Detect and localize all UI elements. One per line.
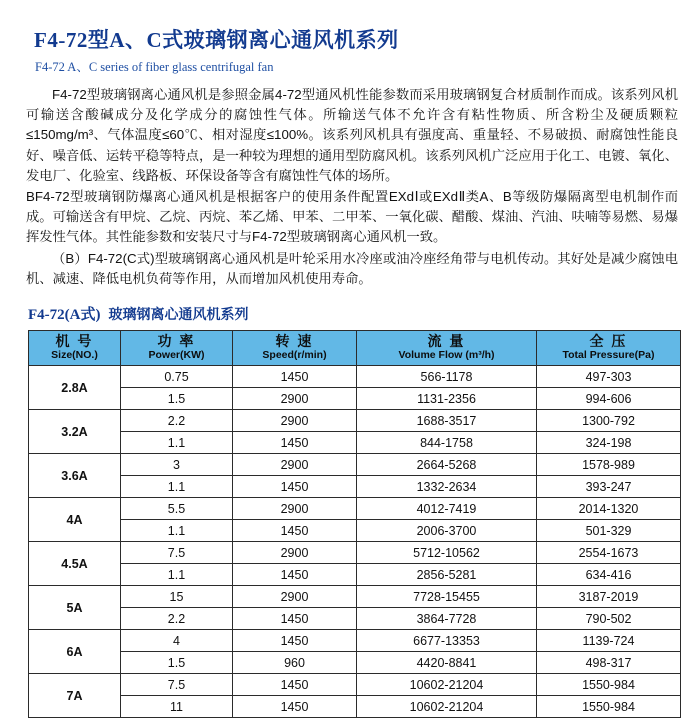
column-header-flow: 流 量 Volume Flow (m³/h): [357, 331, 537, 366]
cell-flow: 2856-5281: [357, 564, 537, 586]
cell-speed: 1450: [233, 564, 357, 586]
cell-speed: 1450: [233, 520, 357, 542]
cell-power: 1.1: [121, 476, 233, 498]
table-row: [29, 652, 681, 674]
cell-flow: 10602-21204: [357, 696, 537, 718]
cell-power: 11: [121, 696, 233, 718]
cell-pressure: 2014-1320: [537, 498, 681, 520]
cell-power: 3: [121, 454, 233, 476]
cell-pressure: 994-606: [537, 388, 681, 410]
table-row: [29, 388, 681, 410]
cell-power: 0.75: [121, 366, 233, 388]
cell-flow: 6677-13353: [357, 630, 537, 652]
cell-pressure: 497-303: [537, 366, 681, 388]
cell-pressure: 1300-792: [537, 410, 681, 432]
cell-flow: 5712-10562: [357, 542, 537, 564]
table-row: [29, 674, 681, 696]
cell-speed: 1450: [233, 432, 357, 454]
cell-pressure: 1139-724: [537, 630, 681, 652]
cell-speed: 2900: [233, 498, 357, 520]
section-heading-sub: 玻璃钢离心通风机系列: [108, 308, 249, 324]
cell-pressure: 634-416: [537, 564, 681, 586]
cell-flow: 844-1758: [357, 432, 537, 454]
table-row: [29, 454, 681, 476]
cell-size: 6A: [29, 630, 121, 674]
cell-power: 1.5: [121, 388, 233, 410]
cell-flow: 1688-3517: [357, 410, 537, 432]
cell-pressure: 501-329: [537, 520, 681, 542]
specification-table: [28, 330, 681, 718]
cell-power: 7.5: [121, 674, 233, 696]
cell-flow: 10602-21204: [357, 674, 537, 696]
cell-speed: 2900: [233, 542, 357, 564]
table-row: [29, 630, 681, 652]
section-heading: [28, 303, 678, 324]
cell-pressure: 324-198: [537, 432, 681, 454]
cell-flow: 566-1178: [357, 366, 537, 388]
paragraph-2: BF4-72型玻璃钢防爆离心通风机是根据客户的使用条件配置EXdⅠ或EXdⅡ类A、B等级防爆隔离型电机制作而成。可输送含有甲烷、乙烷、丙烷、苯乙烯、甲苯、二甲苯、一氧化碳、醋酸、煤油、汽油、呋喃等易燃、易爆挥发性气体。其性能参数和安装尺寸与F4-72型玻璃钢离心通风机一致。: [26, 189, 678, 245]
cell-pressure: 3187-2019: [537, 586, 681, 608]
cell-power: 1.5: [121, 652, 233, 674]
cell-flow: 1131-2356: [357, 388, 537, 410]
cell-flow: 4420-8841: [357, 652, 537, 674]
table-row: [29, 366, 681, 388]
cell-power: 4: [121, 630, 233, 652]
table-body: [29, 366, 681, 718]
cell-speed: 1450: [233, 696, 357, 718]
cell-power: 5.5: [121, 498, 233, 520]
cell-size: 3.2A: [29, 410, 121, 454]
cell-size: 2.8A: [29, 366, 121, 410]
cell-size: 3.6A: [29, 454, 121, 498]
cell-power: 2.2: [121, 608, 233, 630]
page-title: F4-72型A、C式玻璃钢离心通风机系列: [34, 28, 399, 52]
cell-speed: 1450: [233, 674, 357, 696]
table-row: [29, 608, 681, 630]
cell-speed: 2900: [233, 454, 357, 476]
cell-speed: 1450: [233, 630, 357, 652]
cell-pressure: 393-247: [537, 476, 681, 498]
column-header-speed: 转 速 Speed(r/min): [233, 331, 357, 366]
column-header-pressure: 全 压 Total Pressure(Pa): [537, 331, 681, 366]
table-row: [29, 542, 681, 564]
cell-speed: 2900: [233, 410, 357, 432]
cell-speed: 960: [233, 652, 357, 674]
column-header-size: 机 号 Size(NO.): [29, 331, 121, 366]
cell-flow: 1332-2634: [357, 476, 537, 498]
cell-speed: 1450: [233, 476, 357, 498]
cell-speed: 1450: [233, 366, 357, 388]
section-heading-main: F4-72(A式): [28, 307, 101, 324]
cell-speed: 2900: [233, 586, 357, 608]
cell-power: 15: [121, 586, 233, 608]
cell-speed: 2900: [233, 388, 357, 410]
cell-size: 4A: [29, 498, 121, 542]
cell-pressure: 1550-984: [537, 674, 681, 696]
cell-flow: 2664-5268: [357, 454, 537, 476]
cell-pressure: 2554-1673: [537, 542, 681, 564]
paragraph-1: F4-72型玻璃钢离心通风机是参照金属4-72型通风机性能参数而采用玻璃钢复合材质制作而成。该系列风机可输送含酸碱成分及化学成分的腐蚀性气体。所输送气体不允许含有粘性物质、所含粉尘及硬质颗粒≤150mg/m³、气体温度≤60℃、相对湿度≤100%。该系列风机具有强度高、重量轻、不易破损、耐腐蚀性能良好、噪音低、运转平稳等特点，是一种较为理想的通用型防腐风机。该系列风机广泛应用于化工、电镀、氧化、发电厂、化验室、线路板、环保设备等含有腐蚀性气体的场所。: [26, 87, 678, 183]
cell-flow: 3864-7728: [357, 608, 537, 630]
cell-flow: 4012-7419: [357, 498, 537, 520]
cell-speed: 1450: [233, 608, 357, 630]
table-row: [29, 520, 681, 542]
column-header-power: 功 率 Power(KW): [121, 331, 233, 366]
cell-size: 7A: [29, 674, 121, 718]
cell-power: 1.1: [121, 564, 233, 586]
cell-flow: 2006-3700: [357, 520, 537, 542]
cell-flow: 7728-15455: [357, 586, 537, 608]
table-row: [29, 498, 681, 520]
table-header-row: [29, 331, 681, 366]
table-row: [29, 410, 681, 432]
table-row: [29, 476, 681, 498]
table-row: [29, 586, 681, 608]
table-row: [29, 696, 681, 718]
cell-pressure: 1550-984: [537, 696, 681, 718]
cell-pressure: 498-317: [537, 652, 681, 674]
cell-size: 4.5A: [29, 542, 121, 586]
cell-power: 1.1: [121, 520, 233, 542]
cell-power: 2.2: [121, 410, 233, 432]
cell-pressure: 790-502: [537, 608, 681, 630]
cell-pressure: 1578-989: [537, 454, 681, 476]
table-row: [29, 432, 681, 454]
cell-power: 7.5: [121, 542, 233, 564]
paragraph-3: （B）F4-72(C式)型玻璃钢离心通风机是叶轮采用水冷座或油冷座经角带与电机传动。其好处是减少腐蚀电机、减速、降低电机负荷等作用，从而增加风机使用寿命。: [26, 250, 678, 286]
page-subtitle: F4-72 A、C series of fiber glass centrifugal fan: [35, 60, 274, 74]
cell-power: 1.1: [121, 432, 233, 454]
cell-size: 5A: [29, 586, 121, 630]
table-row: [29, 564, 681, 586]
